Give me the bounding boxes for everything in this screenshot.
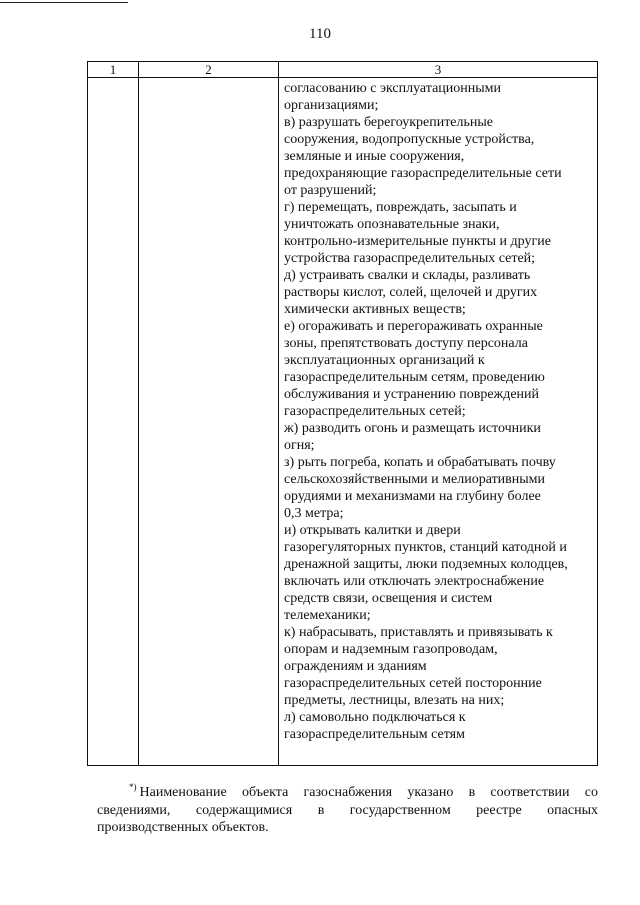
restriction-line: эксплуатационных организаций к: [284, 353, 485, 368]
restriction-line: и) открывать калитки и двери: [284, 523, 461, 538]
restriction-line: газораспределительных сетей посторонние: [284, 676, 542, 691]
footnote-marker: *): [129, 782, 137, 792]
header-rule: [0, 2, 128, 3]
restriction-line: зоны, препятствовать доступу персонала: [284, 336, 528, 351]
restriction-line: е) огораживать и перегораживать охранные: [284, 319, 543, 334]
footnote-line-3: производственных объектов.: [97, 820, 269, 835]
restriction-line: средств связи, освещения и систем: [284, 591, 493, 606]
restriction-line: газораспределительным сетям: [284, 727, 465, 742]
restriction-line: д) устраивать свалки и склады, разливать: [284, 268, 531, 283]
restriction-line: устройства газораспределительных сетей;: [284, 251, 536, 266]
restriction-line: уничтожать опознавательные знаки,: [284, 217, 500, 232]
footnote-line-1-text: Наименование объекта газоснабжения указано в соответствии со: [139, 785, 598, 800]
restriction-line: согласованию с эксплуатационными: [284, 81, 502, 96]
restriction-line: газорегуляторных пунктов, станций катодной и: [284, 540, 567, 555]
table-header-row: [88, 62, 598, 78]
footnote-line-1: [97, 779, 598, 802]
restriction-line: в) разрушать берегоукрепительные: [284, 115, 494, 130]
table-cell-col-1: [88, 78, 139, 766]
restriction-line: химически активных веществ;: [284, 302, 466, 317]
restriction-line: растворы кислот, солей, щелочей и других: [284, 285, 538, 300]
restriction-line: сельскохозяйственными и мелиоративными: [284, 472, 546, 487]
restriction-line: контрольно-измерительные пункты и другие: [284, 234, 551, 249]
table-cell-col-2: [139, 78, 279, 766]
restriction-line: з) рыть погреба, копать и обрабатывать почву: [284, 455, 556, 470]
table-header-col-2: 2: [139, 62, 279, 78]
restriction-line: организациями;: [284, 98, 379, 113]
requirements-table: [87, 61, 598, 766]
restriction-line: орудиями и механизмами на глубину более: [284, 489, 541, 504]
restrictions-text: [279, 78, 597, 743]
restriction-line: к) набрасывать, приставлять и привязывать к: [284, 625, 553, 640]
restriction-line: земляные и иные сооружения,: [284, 149, 465, 164]
table-row: [88, 78, 598, 766]
restriction-line: г) перемещать, повреждать, засыпать и: [284, 200, 517, 215]
restriction-line: телемеханики;: [284, 608, 371, 623]
restriction-line: дренажной защиты, люки подземных колодцев,: [284, 557, 568, 572]
restriction-line: от разрушений;: [284, 183, 377, 198]
restriction-line: газораспределительных сетей;: [284, 404, 466, 419]
restriction-line: огня;: [284, 438, 315, 453]
table-header-col-1: 1: [88, 62, 139, 78]
footnote-line-2: сведениями, содержащимися в государственном реестре опасных: [97, 802, 598, 818]
restriction-line: л) самовольно подключаться к: [284, 710, 466, 725]
restriction-line: 0,3 метра;: [284, 506, 344, 521]
restriction-line: обслуживания и устранению повреждений: [284, 387, 540, 402]
footnote: [97, 779, 598, 837]
restriction-line: газораспределительным сетям, проведению: [284, 370, 545, 385]
table-header-col-3: 3: [279, 62, 598, 78]
restriction-line: сооружения, водопропускные устройства,: [284, 132, 535, 147]
restriction-line: ж) разводить огонь и размещать источники: [284, 421, 541, 436]
restriction-line: опорам и надземным газопроводам,: [284, 642, 498, 657]
restriction-line: предметы, лестницы, влезать на них;: [284, 693, 505, 708]
restriction-line: предохраняющие газораспределительные сети: [284, 166, 562, 181]
table-cell-col-3: [279, 78, 598, 766]
restriction-line: ограждениям и зданиям: [284, 659, 427, 674]
page-number: 110: [309, 26, 331, 42]
restriction-line: включать или отключать электроснабжение: [284, 574, 545, 589]
